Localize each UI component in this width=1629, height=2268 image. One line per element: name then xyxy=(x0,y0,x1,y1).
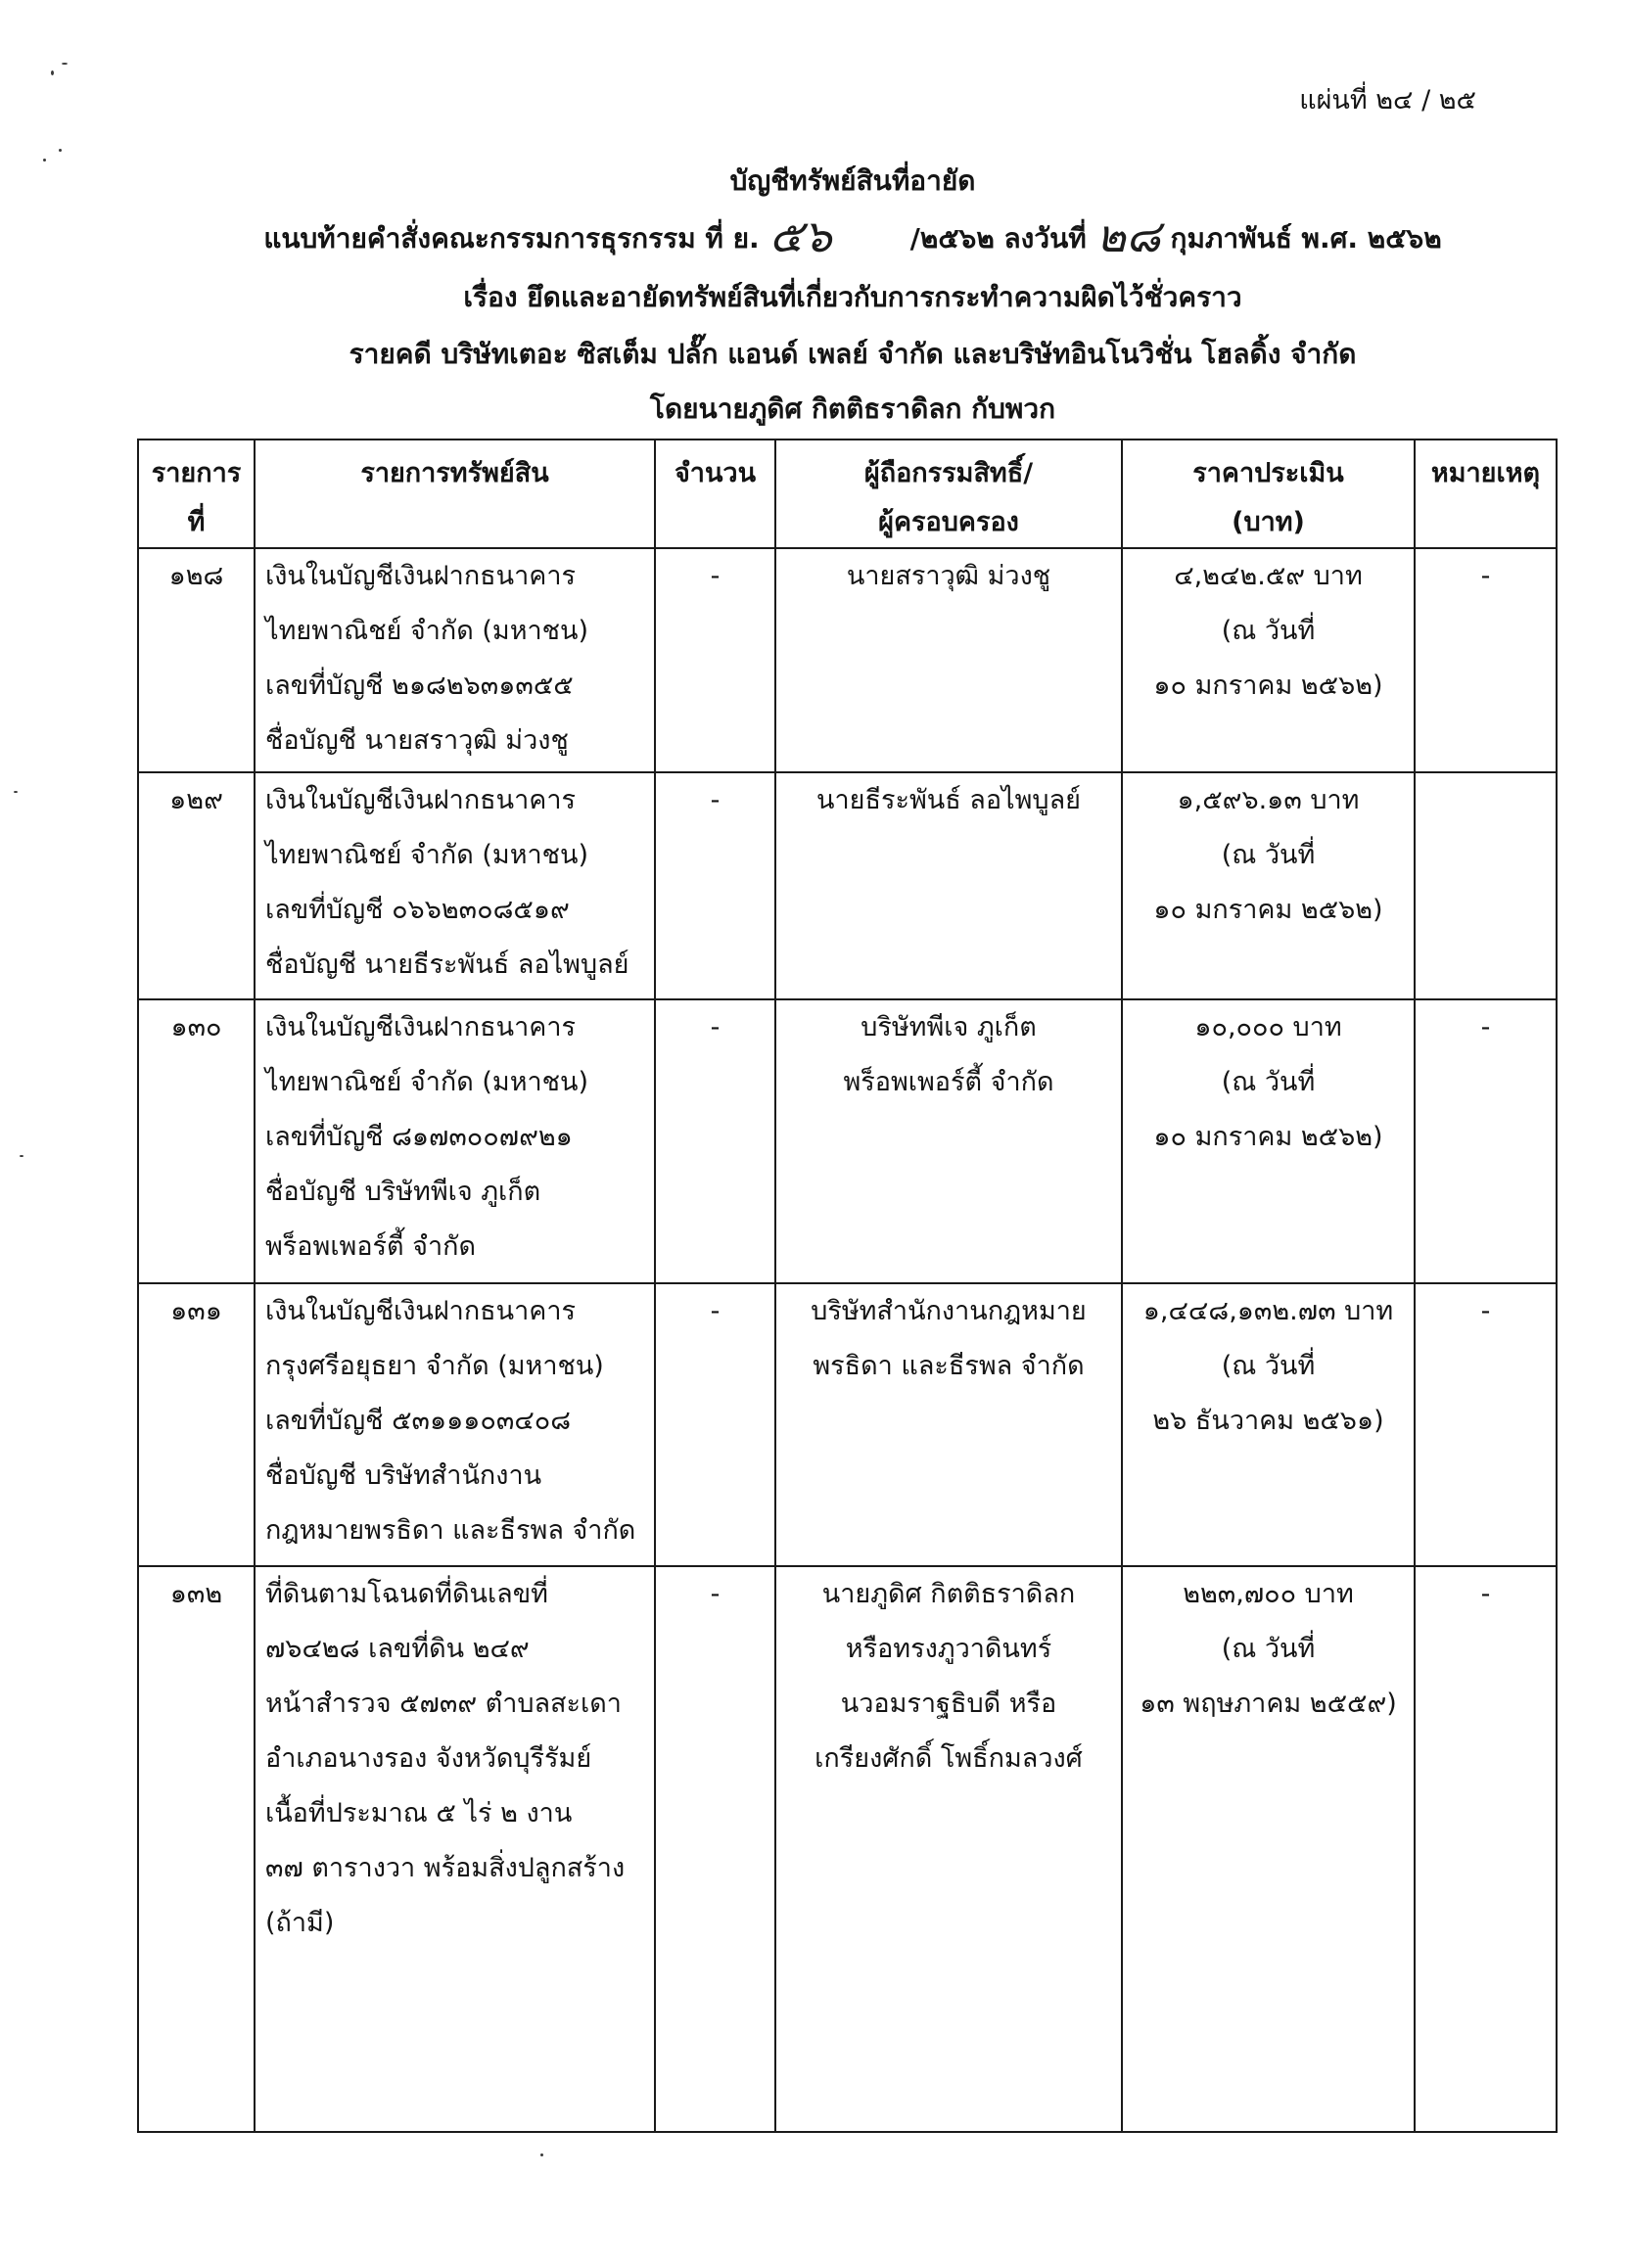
appraisal-line: ๔,๒๔๒.๕๙ บาท xyxy=(1174,561,1363,591)
col-header-line: จำนวน xyxy=(674,458,757,488)
quantity-value: - xyxy=(710,1579,721,1609)
quantity-value: - xyxy=(710,1012,721,1042)
asset-line: ชื่อบัญชี นายสราวุฒิ ม่วงชู xyxy=(265,725,569,756)
item-number: ๑๒๘ xyxy=(168,561,224,591)
appraisal-line: (ณ วันที่ xyxy=(1221,1351,1316,1381)
item-number-cell xyxy=(138,772,255,999)
quantity-cell xyxy=(655,548,775,772)
owner-line: พร็อพเพอร์ตี้ จำกัด xyxy=(843,1067,1054,1097)
quantity-cell xyxy=(655,999,775,1283)
col-header-line: (บาท) xyxy=(1232,507,1305,537)
note-cell xyxy=(1415,772,1557,999)
appraisal-line: (ณ วันที่ xyxy=(1221,1067,1316,1097)
document-header xyxy=(167,0,1538,440)
appraisal-cell xyxy=(1122,1283,1415,1566)
document-title: บัญชีทรัพย์สินที่อายัด xyxy=(729,164,976,197)
asset-description-cell xyxy=(255,999,655,1283)
owner-line: นายธีระพันธ์ ลอไพบูลย์ xyxy=(816,785,1081,815)
owner-line: บริษัทพีเจ ภูเก็ต xyxy=(861,1012,1037,1042)
appraisal-line: ๑๓ พฤษภาคม ๒๕๕๙) xyxy=(1140,1689,1397,1719)
handwritten-day: ๒๘ xyxy=(1095,209,1161,262)
scan-speck xyxy=(14,791,18,793)
note-cell xyxy=(1415,999,1557,1283)
col-header-quantity xyxy=(655,440,775,548)
col-header-line: รายการทรัพย์สิน xyxy=(360,458,549,488)
asset-line: กฎหมายพรธิดา และธีรพล จำกัด xyxy=(265,1515,636,1546)
owner-cell xyxy=(775,1566,1122,2132)
document-subject: เรื่อง ยึดและอายัดทรัพย์สินที่เกี่ยวกับการกระทำความผิดไว้ชั่วคราว xyxy=(463,281,1242,313)
order-month-year: กุมภาพันธ์ พ.ศ. ๒๕๖๒ xyxy=(1170,222,1442,255)
scan-speck xyxy=(59,149,62,152)
col-header-appraisal xyxy=(1122,440,1415,548)
owner-line: เกรียงศักดิ์ โพธิ์กมลวงศ์ xyxy=(814,1743,1083,1774)
asset-line: พร็อพเพอร์ตี้ จำกัด xyxy=(265,1231,477,1262)
asset-description-cell xyxy=(255,548,655,772)
asset-line: ๓๗ ตารางวา พร้อมสิ่งปลูกสร้าง xyxy=(265,1853,626,1883)
col-header-line: ที่ xyxy=(187,507,206,537)
asset-line: เลขที่บัญชี ๕๓๑๑๑๐๓๔๐๘ xyxy=(265,1406,572,1436)
appraisal-line: ๒๒๓,๗๐๐ บาท xyxy=(1183,1579,1354,1609)
order-reference xyxy=(167,209,1538,263)
quantity-value: - xyxy=(710,1296,721,1326)
owner-line: บริษัทสำนักงานกฎหมาย xyxy=(811,1296,1087,1326)
note-value: - xyxy=(1480,1012,1491,1042)
appraisal-line: ๑๐ มกราคม ๒๕๖๒) xyxy=(1153,671,1383,701)
item-number: ๑๓๐ xyxy=(170,1012,222,1042)
table-row xyxy=(138,1566,1557,2132)
asset-line: ที่ดินตามโฉนดที่ดินเลขที่ xyxy=(265,1579,548,1609)
appraisal-line: ๑๐,๐๐๐ บาท xyxy=(1194,1012,1342,1042)
asset-line: หน้าสำรวจ ๕๗๓๙ ตำบลสะเดา xyxy=(265,1689,622,1719)
appraisal-line: (ณ วันที่ xyxy=(1221,840,1316,870)
note-value: - xyxy=(1480,561,1491,591)
appraisal-line: ๒๖ ธันวาคม ๒๕๖๑) xyxy=(1152,1406,1384,1436)
scan-speck xyxy=(20,1155,23,1157)
asset-line: เงินในบัญชีเงินฝากธนาคาร xyxy=(265,561,576,591)
quantity-cell xyxy=(655,1566,775,2132)
table-row xyxy=(138,772,1557,999)
item-number: ๑๒๙ xyxy=(169,785,223,815)
note-cell xyxy=(1415,1283,1557,1566)
item-number: ๑๓๑ xyxy=(170,1296,222,1326)
note-cell xyxy=(1415,548,1557,772)
owner-cell xyxy=(775,1283,1122,1566)
col-header-line: ผู้ถือกรรมสิทธิ์/ xyxy=(863,458,1034,488)
asset-line: ๗๖๔๒๘ เลขที่ดิน ๒๔๙ xyxy=(265,1634,530,1664)
case-party: โดยนายภูดิศ กิตติธราดิลก กับพวก xyxy=(649,393,1056,425)
appraisal-cell xyxy=(1122,1566,1415,2132)
owner-line: นายภูดิศ กิตติธราดิลก xyxy=(821,1579,1076,1609)
col-header-owner xyxy=(775,440,1122,548)
appraisal-line: (ณ วันที่ xyxy=(1221,616,1316,646)
asset-line: เงินในบัญชีเงินฝากธนาคาร xyxy=(265,785,576,815)
asset-table xyxy=(137,439,1558,2133)
item-number-cell xyxy=(138,1283,255,1566)
quantity-value: - xyxy=(710,785,721,815)
asset-line: เลขที่บัญชี ๐๖๖๒๓๐๘๕๑๙ xyxy=(265,895,570,925)
asset-description-cell xyxy=(255,772,655,999)
owner-cell xyxy=(775,999,1122,1283)
note-value: - xyxy=(1480,1579,1491,1609)
owner-line: พรธิดา และธีรพล จำกัด xyxy=(813,1351,1085,1381)
page-number: แผ่นที่ ๒๔ / ๒๕ xyxy=(1299,85,1476,116)
col-header-line: รายการ xyxy=(151,458,242,488)
note-cell xyxy=(1415,1566,1557,2132)
item-number: ๑๓๒ xyxy=(169,1579,223,1609)
case-name: รายคดี บริษัทเตอะ ซิสเต็ม ปลั๊ก แอนด์ เพลย์ จำกัด และบริษัทอินโนวิชั่น โฮลดิ้ง จำกัด xyxy=(349,338,1357,370)
col-header-line: ราคาประเมิน xyxy=(1192,458,1344,488)
asset-line: เงินในบัญชีเงินฝากธนาคาร xyxy=(265,1012,576,1042)
handwritten-order-number: ๕๖ xyxy=(768,209,832,262)
owner-line: หรือทรงภูวาดินทร์ xyxy=(845,1634,1052,1664)
appraisal-cell xyxy=(1122,548,1415,772)
appraisal-line: ๑๐ มกราคม ๒๕๖๒) xyxy=(1153,1122,1383,1152)
asset-line: เนื้อที่ประมาณ ๕ ไร่ ๒ งาน xyxy=(265,1798,573,1828)
asset-description-cell xyxy=(255,1283,655,1566)
appraisal-line: ๑,๔๔๘,๑๓๒.๗๓ บาท xyxy=(1142,1296,1394,1326)
asset-line: เลขที่บัญชี ๒๑๘๒๖๓๑๓๕๕ xyxy=(265,671,574,701)
table-row xyxy=(138,1283,1557,1566)
appraisal-cell xyxy=(1122,999,1415,1283)
col-header-line: หมายเหตุ xyxy=(1430,458,1541,488)
scan-speck xyxy=(51,70,54,75)
asset-line: เงินในบัญชีเงินฝากธนาคาร xyxy=(265,1296,576,1326)
quantity-cell xyxy=(655,772,775,999)
quantity-value: - xyxy=(710,561,721,591)
asset-line: อำเภอนางรอง จังหวัดบุรีรัมย์ xyxy=(265,1743,592,1774)
asset-line: ไทยพาณิชย์ จำกัด (มหาชน) xyxy=(265,616,588,646)
col-header-item-no xyxy=(138,440,255,548)
asset-line: ไทยพาณิชย์ จำกัด (มหาชน) xyxy=(265,1067,588,1097)
order-prefix: แนบท้ายคำสั่งคณะกรรมการธุรกรรม ที่ ย. xyxy=(263,222,760,255)
asset-line: กรุงศรีอยุธยา จำกัด (มหาชน) xyxy=(265,1351,604,1381)
asset-description-cell xyxy=(255,1566,655,2132)
appraisal-line: ๑,๕๙๖.๑๓ บาท xyxy=(1177,785,1360,815)
asset-line: เลขที่บัญชี ๘๑๗๓๐๐๗๙๒๑ xyxy=(265,1122,573,1152)
table-row xyxy=(138,548,1557,772)
asset-line: ชื่อบัญชี นายธีระพันธ์ ลอไพบูลย์ xyxy=(265,949,629,980)
item-number-cell xyxy=(138,1566,255,2132)
quantity-cell xyxy=(655,1283,775,1566)
table-row xyxy=(138,999,1557,1283)
table-header-row xyxy=(138,440,1557,548)
item-number-cell xyxy=(138,548,255,772)
col-header-line: ผู้ครอบครอง xyxy=(878,507,1019,537)
asset-line: ชื่อบัญชี บริษัทพีเจ ภูเก็ต xyxy=(265,1177,541,1207)
scan-speck xyxy=(540,2153,543,2156)
owner-cell xyxy=(775,772,1122,999)
appraisal-line: (ณ วันที่ xyxy=(1221,1634,1316,1664)
col-header-asset xyxy=(255,440,655,548)
item-number-cell xyxy=(138,999,255,1283)
owner-cell xyxy=(775,548,1122,772)
asset-line: ไทยพาณิชย์ จำกัด (มหาชน) xyxy=(265,840,588,870)
order-year-date-label: /๒๕๖๒ ลงวันที่ xyxy=(909,222,1087,255)
asset-line: (ถ้ามี) xyxy=(265,1908,335,1938)
appraisal-cell xyxy=(1122,772,1415,999)
scan-speck xyxy=(62,63,68,65)
col-header-note xyxy=(1415,440,1557,548)
scan-speck xyxy=(43,159,46,162)
owner-line: นายสราวุฒิ ม่วงชู xyxy=(846,561,1051,591)
owner-line: นวอมราฐธิบดี หรือ xyxy=(840,1689,1057,1719)
note-value: - xyxy=(1480,1296,1491,1326)
appraisal-line: ๑๐ มกราคม ๒๕๖๒) xyxy=(1153,895,1383,925)
asset-line: ชื่อบัญชี บริษัทสำนักงาน xyxy=(265,1460,542,1491)
